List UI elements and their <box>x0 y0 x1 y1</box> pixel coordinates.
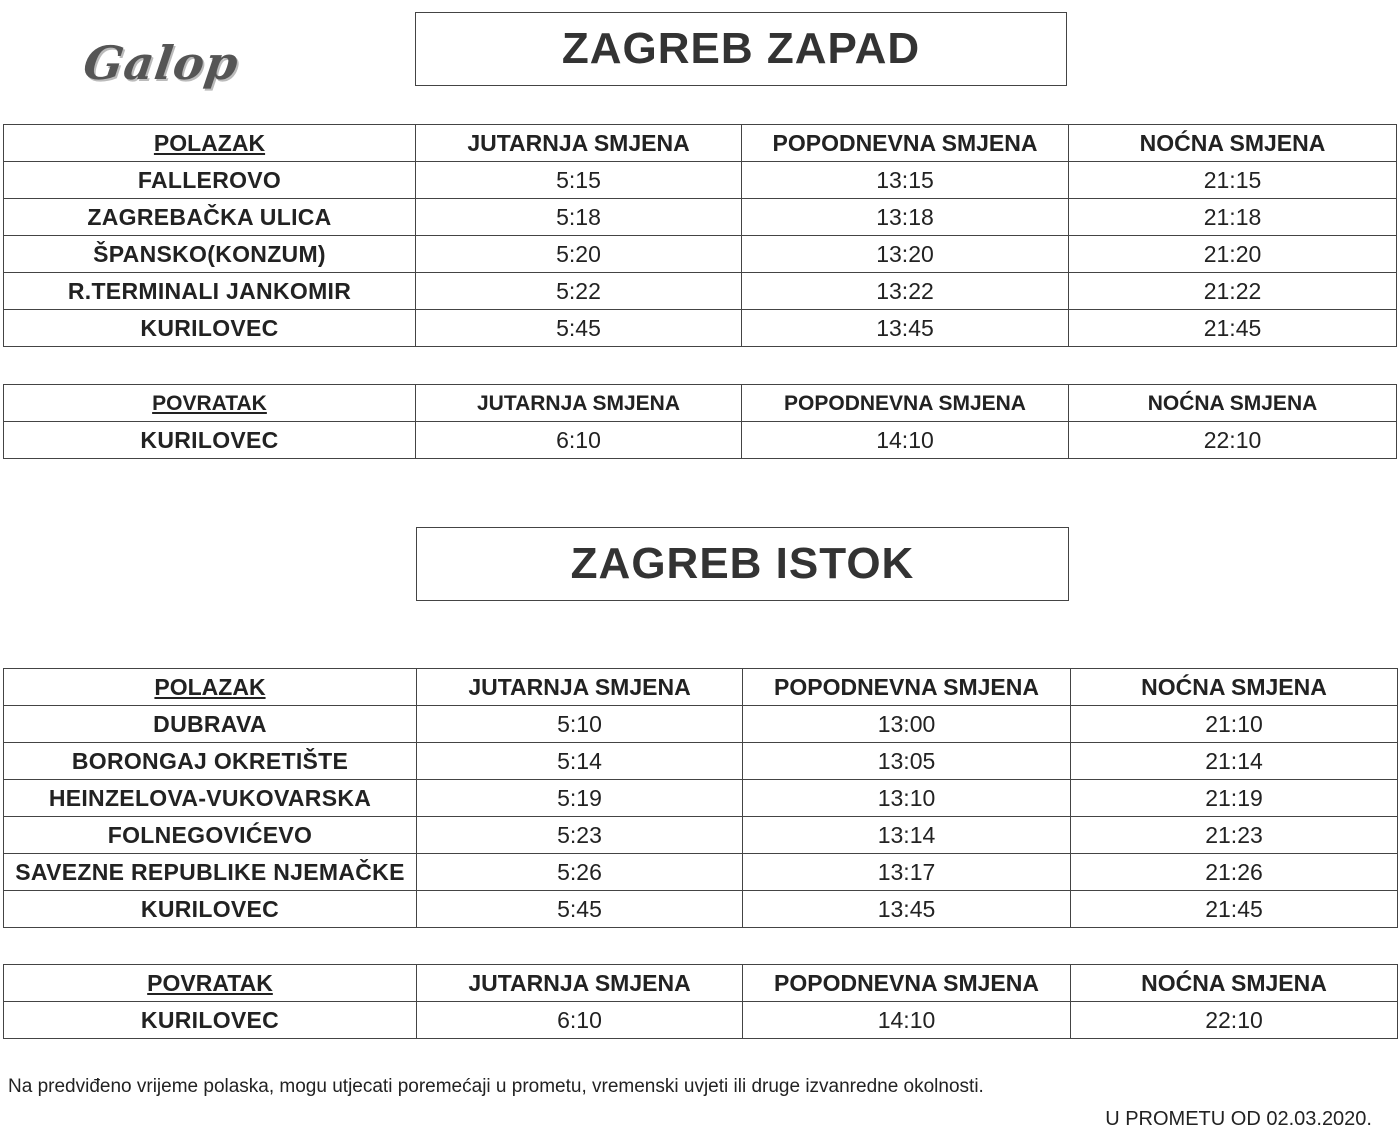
afternoon-time: 13:05 <box>743 743 1071 780</box>
night-time: 21:18 <box>1069 199 1397 236</box>
morning-time: 5:23 <box>417 817 743 854</box>
table-header-row <box>4 125 1397 162</box>
table-row <box>4 817 1398 854</box>
table-row <box>4 780 1398 817</box>
stop-name: ŠPANSKO(KONZUM) <box>4 236 416 273</box>
afternoon-shift-header: POPODNEVNA SMJENA <box>742 385 1069 422</box>
valid-from-date: U PROMETU OD 02.03.2020. <box>1105 1108 1372 1130</box>
section-title-zagreb-zapad: ZAGREB ZAPAD <box>415 12 1067 86</box>
section-header: POLAZAK <box>4 669 417 706</box>
night-time: 21:15 <box>1069 162 1397 199</box>
night-time: 21:45 <box>1069 310 1397 347</box>
table-row <box>4 706 1398 743</box>
table-header-row <box>4 965 1398 1002</box>
west-return-table <box>3 384 1397 459</box>
night-time: 21:26 <box>1071 854 1398 891</box>
east-departure-table <box>3 668 1398 928</box>
west-departure-table <box>3 124 1397 347</box>
section-header: POLAZAK <box>4 125 416 162</box>
table-row <box>4 743 1398 780</box>
afternoon-time: 13:14 <box>743 817 1071 854</box>
morning-time: 5:18 <box>416 199 742 236</box>
stop-name: DUBRAVA <box>4 706 417 743</box>
disclaimer-note: Na predviđeno vrijeme polaska, mogu utjecati poremećaji u prometu, vremenski uvjeti ili druge izvanredne okolnosti. <box>8 1076 984 1097</box>
afternoon-time: 14:10 <box>743 1002 1071 1039</box>
night-shift-header: NOĆNA SMJENA <box>1069 125 1397 162</box>
afternoon-shift-header: POPODNEVNA SMJENA <box>743 669 1071 706</box>
night-time: 21:45 <box>1071 891 1398 928</box>
morning-time: 5:45 <box>416 310 742 347</box>
stop-name: FALLEROVO <box>4 162 416 199</box>
stop-name: BORONGAJ OKRETIŠTE <box>4 743 417 780</box>
table-header-row <box>4 385 1397 422</box>
morning-time: 6:10 <box>416 422 742 459</box>
morning-time: 5:15 <box>416 162 742 199</box>
night-time: 21:10 <box>1071 706 1398 743</box>
table-row <box>4 422 1397 459</box>
morning-time: 5:19 <box>417 780 743 817</box>
afternoon-time: 13:17 <box>743 854 1071 891</box>
stop-name: FOLNEGOVIĆEVO <box>4 817 417 854</box>
morning-time: 6:10 <box>417 1002 743 1039</box>
night-shift-header: NOĆNA SMJENA <box>1071 965 1398 1002</box>
afternoon-time: 13:00 <box>743 706 1071 743</box>
morning-time: 5:45 <box>417 891 743 928</box>
morning-time: 5:22 <box>416 273 742 310</box>
stop-name: R.TERMINALI JANKOMIR <box>4 273 416 310</box>
table-row <box>4 891 1398 928</box>
night-time: 21:23 <box>1071 817 1398 854</box>
stop-name: SAVEZNE REPUBLIKE NJEMAČKE <box>4 854 417 891</box>
table-row <box>4 1002 1398 1039</box>
night-time: 22:10 <box>1071 1002 1398 1039</box>
table-row <box>4 162 1397 199</box>
night-time: 21:22 <box>1069 273 1397 310</box>
stop-name: KURILOVEC <box>4 1002 417 1039</box>
table-header-row <box>4 669 1398 706</box>
east-return-table <box>3 964 1398 1039</box>
section-header: POVRATAK <box>4 385 416 422</box>
afternoon-time: 13:45 <box>743 891 1071 928</box>
afternoon-time: 14:10 <box>742 422 1069 459</box>
stop-name: KURILOVEC <box>4 310 416 347</box>
afternoon-shift-header: POPODNEVNA SMJENA <box>743 965 1071 1002</box>
afternoon-time: 13:10 <box>743 780 1071 817</box>
night-shift-header: NOĆNA SMJENA <box>1071 669 1398 706</box>
morning-time: 5:14 <box>417 743 743 780</box>
stop-name: HEINZELOVA-VUKOVARSKA <box>4 780 417 817</box>
morning-time: 5:10 <box>417 706 743 743</box>
stop-name: ZAGREBAČKA ULICA <box>4 199 416 236</box>
morning-shift-header: JUTARNJA SMJENA <box>417 965 743 1002</box>
afternoon-time: 13:18 <box>742 199 1069 236</box>
morning-time: 5:26 <box>417 854 743 891</box>
galop-logo: Galop <box>80 36 243 90</box>
night-time: 21:19 <box>1071 780 1398 817</box>
table-row <box>4 236 1397 273</box>
afternoon-time: 13:20 <box>742 236 1069 273</box>
morning-shift-header: JUTARNJA SMJENA <box>416 125 742 162</box>
morning-shift-header: JUTARNJA SMJENA <box>417 669 743 706</box>
morning-shift-header: JUTARNJA SMJENA <box>416 385 742 422</box>
table-row <box>4 310 1397 347</box>
stop-name: KURILOVEC <box>4 891 417 928</box>
night-time: 22:10 <box>1069 422 1397 459</box>
afternoon-time: 13:45 <box>742 310 1069 347</box>
afternoon-shift-header: POPODNEVNA SMJENA <box>742 125 1069 162</box>
section-title-zagreb-istok: ZAGREB ISTOK <box>416 527 1069 601</box>
afternoon-time: 13:22 <box>742 273 1069 310</box>
table-row <box>4 199 1397 236</box>
section-header: POVRATAK <box>4 965 417 1002</box>
night-shift-header: NOĆNA SMJENA <box>1069 385 1397 422</box>
night-time: 21:14 <box>1071 743 1398 780</box>
stop-name: KURILOVEC <box>4 422 416 459</box>
table-row <box>4 854 1398 891</box>
night-time: 21:20 <box>1069 236 1397 273</box>
table-row <box>4 273 1397 310</box>
morning-time: 5:20 <box>416 236 742 273</box>
afternoon-time: 13:15 <box>742 162 1069 199</box>
